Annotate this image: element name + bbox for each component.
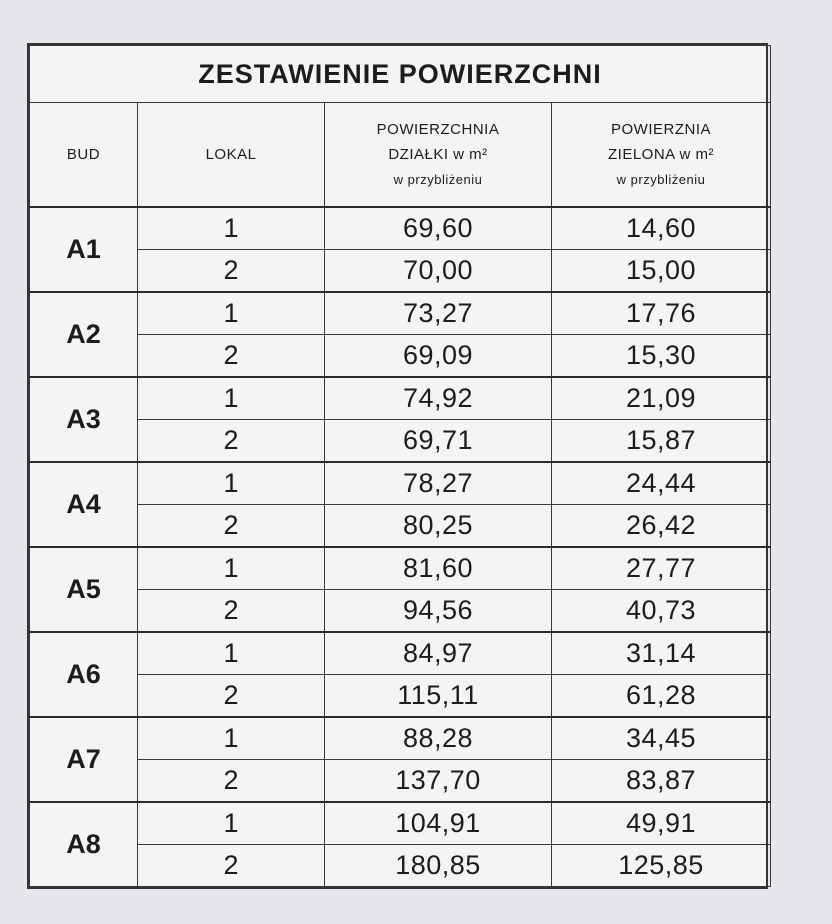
area-summary-sheet xyxy=(27,43,768,889)
zielona-area-cell: 26,42 xyxy=(552,505,771,548)
dzialka-area-cell: 94,56 xyxy=(325,590,552,633)
table-row xyxy=(30,845,771,887)
dzialka-area-cell: 137,70 xyxy=(325,760,552,803)
lokal-cell: 1 xyxy=(138,462,325,505)
bud-cell: A5 xyxy=(30,547,138,632)
table-row xyxy=(30,717,771,760)
lokal-cell: 1 xyxy=(138,802,325,845)
zielona-area-cell: 15,00 xyxy=(552,250,771,293)
table-title: ZESTAWIENIE POWIERZCHNI xyxy=(30,46,771,103)
lokal-cell: 1 xyxy=(138,292,325,335)
bud-cell: A3 xyxy=(30,377,138,462)
header-bud: BUD xyxy=(30,103,138,208)
lokal-cell: 1 xyxy=(138,207,325,250)
header-dzialka-line-1: POWIERZCHNIA xyxy=(376,121,500,138)
table-row xyxy=(30,207,771,250)
dzialka-area-cell: 104,91 xyxy=(325,802,552,845)
lokal-cell: 2 xyxy=(138,335,325,378)
zielona-area-cell: 15,30 xyxy=(552,335,771,378)
dzialka-area-cell: 69,60 xyxy=(325,207,552,250)
dzialka-area-cell: 70,00 xyxy=(325,250,552,293)
dzialka-area-cell: 80,25 xyxy=(325,505,552,548)
dzialka-area-cell: 78,27 xyxy=(325,462,552,505)
table-row xyxy=(30,420,771,463)
zielona-area-cell: 21,09 xyxy=(552,377,771,420)
bud-cell: A2 xyxy=(30,292,138,377)
zielona-area-cell: 24,44 xyxy=(552,462,771,505)
table-row xyxy=(30,590,771,633)
table-row xyxy=(30,802,771,845)
dzialka-area-cell: 81,60 xyxy=(325,547,552,590)
bud-cell: A7 xyxy=(30,717,138,802)
lokal-cell: 2 xyxy=(138,590,325,633)
table-row xyxy=(30,632,771,675)
zielona-area-cell: 34,45 xyxy=(552,717,771,760)
area-summary-table xyxy=(29,45,771,887)
table-row xyxy=(30,462,771,505)
lokal-cell: 2 xyxy=(138,420,325,463)
lokal-cell: 1 xyxy=(138,377,325,420)
zielona-area-cell: 15,87 xyxy=(552,420,771,463)
zielona-area-cell: 83,87 xyxy=(552,760,771,803)
zielona-area-cell: 49,91 xyxy=(552,802,771,845)
dzialka-area-cell: 88,28 xyxy=(325,717,552,760)
bud-cell: A6 xyxy=(30,632,138,717)
lokal-cell: 2 xyxy=(138,760,325,803)
table-body xyxy=(30,207,771,887)
zielona-area-cell: 17,76 xyxy=(552,292,771,335)
lokal-cell: 1 xyxy=(138,632,325,675)
table-row xyxy=(30,547,771,590)
lokal-cell: 1 xyxy=(138,717,325,760)
table-row xyxy=(30,377,771,420)
table-row xyxy=(30,760,771,803)
bud-cell: A4 xyxy=(30,462,138,547)
zielona-area-cell: 125,85 xyxy=(552,845,771,887)
header-zielona-line-3: w przybliżeniu xyxy=(616,172,706,187)
zielona-area-cell: 40,73 xyxy=(552,590,771,633)
lokal-cell: 2 xyxy=(138,505,325,548)
dzialka-area-cell: 74,92 xyxy=(325,377,552,420)
zielona-area-cell: 27,77 xyxy=(552,547,771,590)
table-row xyxy=(30,335,771,378)
dzialka-area-cell: 69,71 xyxy=(325,420,552,463)
table-row xyxy=(30,292,771,335)
dzialka-area-cell: 180,85 xyxy=(325,845,552,887)
header-zielona-line-2: ZIELONA w m² xyxy=(608,146,715,163)
table-row xyxy=(30,250,771,293)
lokal-cell: 1 xyxy=(138,547,325,590)
lokal-cell: 2 xyxy=(138,845,325,887)
table-row xyxy=(30,675,771,718)
bud-cell: A8 xyxy=(30,802,138,887)
header-powierzchnia-zielona xyxy=(552,103,771,208)
header-dzialka-line-3: w przybliżeniu xyxy=(393,172,483,187)
dzialka-area-cell: 69,09 xyxy=(325,335,552,378)
dzialka-area-cell: 115,11 xyxy=(325,675,552,718)
lokal-cell: 2 xyxy=(138,250,325,293)
zielona-area-cell: 31,14 xyxy=(552,632,771,675)
zielona-area-cell: 14,60 xyxy=(552,207,771,250)
dzialka-area-cell: 84,97 xyxy=(325,632,552,675)
dzialka-area-cell: 73,27 xyxy=(325,292,552,335)
table-row xyxy=(30,505,771,548)
header-powierzchnia-dzialki xyxy=(325,103,552,208)
bud-cell: A1 xyxy=(30,207,138,292)
header-zielona-line-1: POWIERZNIA xyxy=(611,121,712,138)
header-dzialka-line-2: DZIAŁKI w m² xyxy=(388,146,488,163)
lokal-cell: 2 xyxy=(138,675,325,718)
header-lokal: LOKAL xyxy=(138,103,325,208)
zielona-area-cell: 61,28 xyxy=(552,675,771,718)
